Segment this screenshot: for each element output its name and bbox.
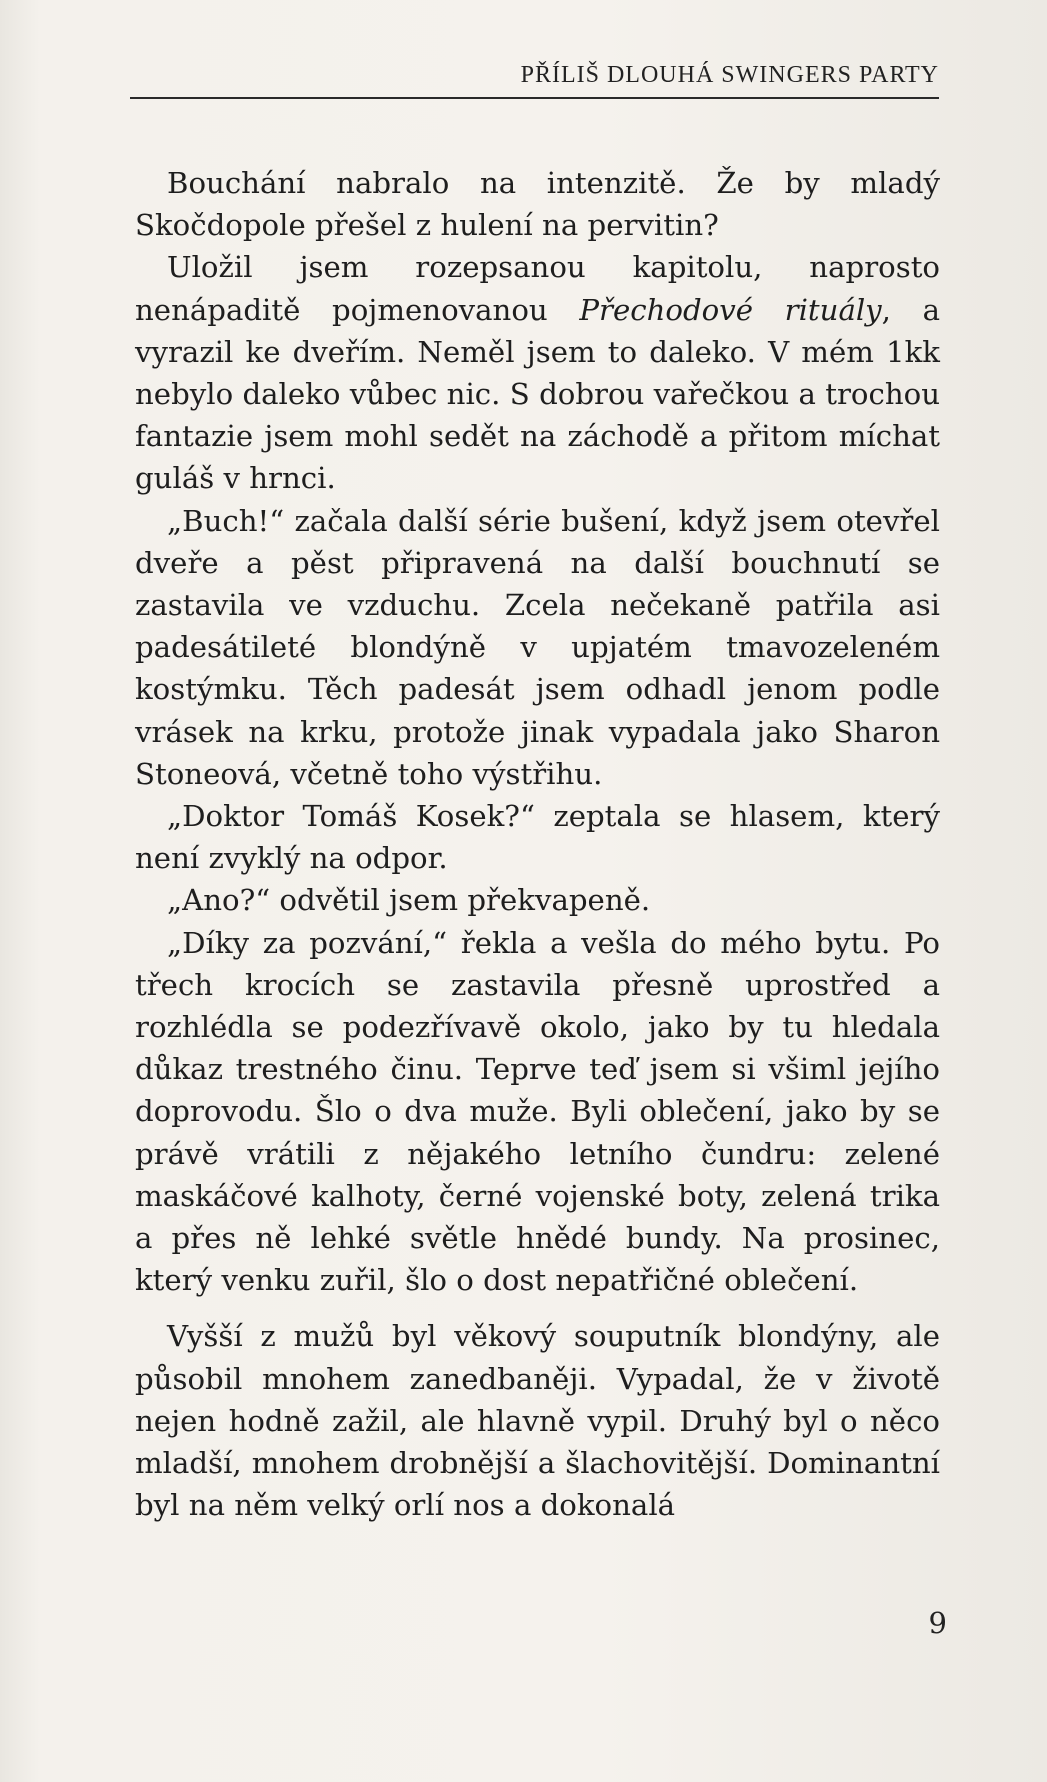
page-number: 9 [928,1606,947,1640]
paragraph-5: „Ano?“ odvětil jsem překvapeně. [167,883,651,918]
paragraph-3: „Buch!“ začala další série bušení, když jsem otevřel dveře a pěst připravená na další bouchnutí se zastavila ve vzduchu. Zcela nečekaně patřila asi padesátileté blondýně v upjatém tmavozeleném kostýmku. Těch padesát jsem odhadl jenom podle vrásek na krku, protože jinak vypadala jako Sharon Stoneová, včetně toho výstřihu. [135,503,940,791]
paragraph-4: „Doktor Tomáš Kosek?“ zeptala se hlasem, který není zvyklý na odpor. [135,799,940,876]
paragraph-2-end: , a vyrazil ke dveřím. Neměl jsem to daleko. V mém 1kk nebylo daleko vůbec nic. S dobrou vařečkou a trochou fantazie jsem mohl sedět na záchodě a přitom míchat guláš v hrnci. [135,292,941,496]
paragraph-2-start: Uložil jsem rozepsanou kapitolu, naprosto nenápaditě pojmenovanou [135,250,940,327]
body-text [135,162,940,1527]
paragraph-7: Vyšší z mužů byl věkový souputník blondýny, ale působil mnohem zanedbaněji. Vypadal, že v životě nejen hodně zažil, ale hlavně vypil. Druhý byl o něco mladší, mnohem drobnější a šlachovitější. Dominantní byl na něm velký orlí nos a dokonalá [135,1319,940,1523]
paragraph-1: Bouchání nabralo na intenzitě. Že by mladý Skočdopole přešel z hulení na pervitin? [135,166,940,243]
paragraph-2 [135,246,940,499]
running-title: PŘÍLIŠ DLOUHÁ SWINGERS PARTY [520,62,939,88]
chapter-title-italic: Přechodové rituály [579,292,882,327]
paragraph-6: „Díky za pozvání,“ řekla a vešla do mého bytu. Po třech krocích se zastavila přesně uprostřed a rozhlédla se podezřívavě okolo, jako by tu hledala důkaz trestného činu. Teprve teď jsem si všiml jejího doprovodu. Šlo o dva muže. Byli oblečení, jako by se právě vrátili z nějakého letního čundru: zelené maskáčové kalhoty, černé vojenské boty, zelená trika a přes ně lehké světle hnědé bundy. Na prosinec, který venku zuřil, šlo o dost nepatřičné oblečení. [135,925,940,1298]
running-header [130,62,939,89]
header-rule [130,97,939,99]
